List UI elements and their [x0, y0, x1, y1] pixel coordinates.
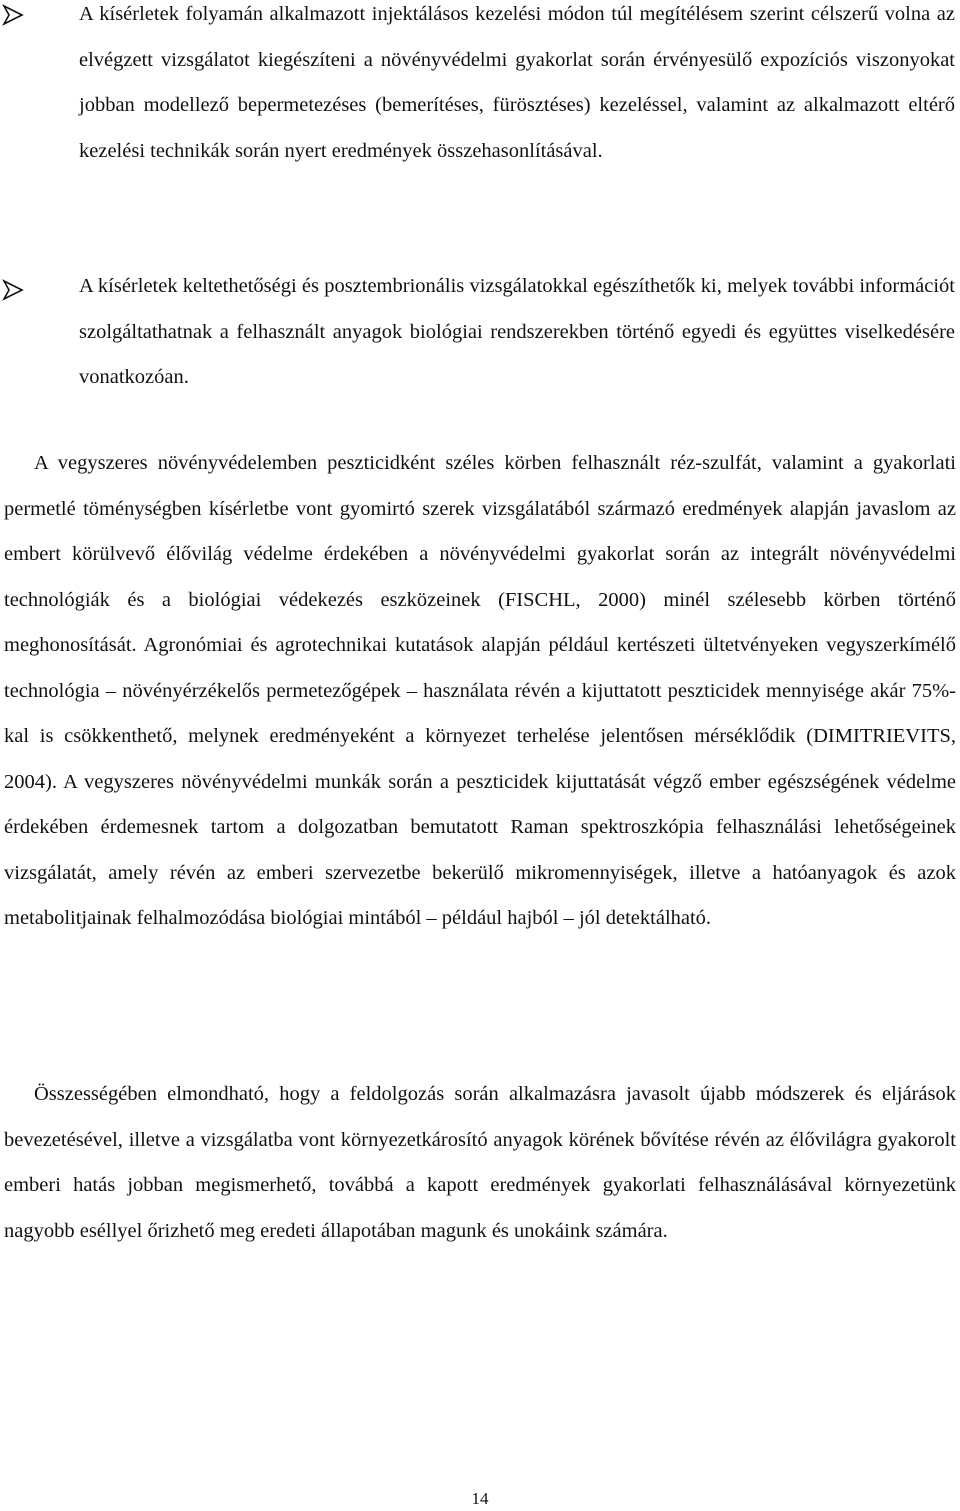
page-number: 14: [471, 1489, 489, 1508]
body-paragraph: A vegyszeres növényvédelemben peszticidként széles körben felhasznált réz-szulfát, valamint a gyakorlati permetlé töménységben kísérletbe vont gyomirtó szerek vizsgálatából származó eredmények alapján javaslom az embert körülvevő élővilág védelme érdekében a növényvédelmi gyakorlat során az integrált növényvédelmi technológiák és a biológiai védekezés eszközeinek (FISCHL, 2000) minél szélesebb körben történő meghonosítását. Agronómiai és agrotechnikai kutatások alapján például kertészeti ültetvényeken vegyszerkímélő technológia – növényérzékelős permetezőgépek – használata révén a kijuttatott peszticidek mennyisége akár 75%-kal is csökkenthető, melynek eredményeként a környezet terhelése jelentősen mérséklődik (DIMITRIEVITS, 2004). A vegyszeres növényvédelmi munkák során a peszticidek kijuttatását végző ember egészségének védelme érdekében érdemesnek tartom a dolgozatban bemutatott Raman spektroszkópia felhasználási lehetőségeinek vizsgálatát, amely révén az emberi szervezetbe bekerülő mikromennyiségek, illetve a hatóanyagok és azok metabolitjainak felhalmozódása biológiai mintából – például hajból – jól detektálható.: [4, 452, 956, 929]
bullet-text: A kísérletek folyamán alkalmazott injektálásos kezelési módon túl megítélésem szerint célszerű volna az elvégzett vizsgálatot kiegészíteni a növényvédelmi gyakorlat során érvényesülő expozíciós viszonyokat jobban modellező bepermetezéses (bemerítéses, fürösztéses) kezeléssel, valamint az alkalmazott eltérő kezelési technikák során nyert eredmények összehasonlításával.: [79, 3, 955, 162]
bullet-text: A kísérletek keltethetőségi és posztembrionális vizsgálatokkal egészíthetők ki, melyek további információt szolgáltathatnak a felhasznált anyagok biológiai rendszerekben történő egyedi és együttes viselkedésére vonatkozóan.: [79, 275, 955, 388]
arrowhead-bullet-icon: [2, 279, 24, 301]
arrowhead-bullet-icon: [2, 4, 24, 26]
body-paragraph: Összességében elmondható, hogy a feldolgozás során alkalmazásra javasolt újabb módszerek és eljárások bevezetésével, illetve a vizsgálatba vont környezetkárosító anyagok körének bővítése révén az élővilágra gyakorolt emberi hatás jobban megismerhető, továbbá a kapott eredmények gyakorlati felhasználásával környezetünk nagyobb eséllyel őrizhető meg eredeti állapotában magunk és unokáink számára.: [4, 1083, 956, 1242]
